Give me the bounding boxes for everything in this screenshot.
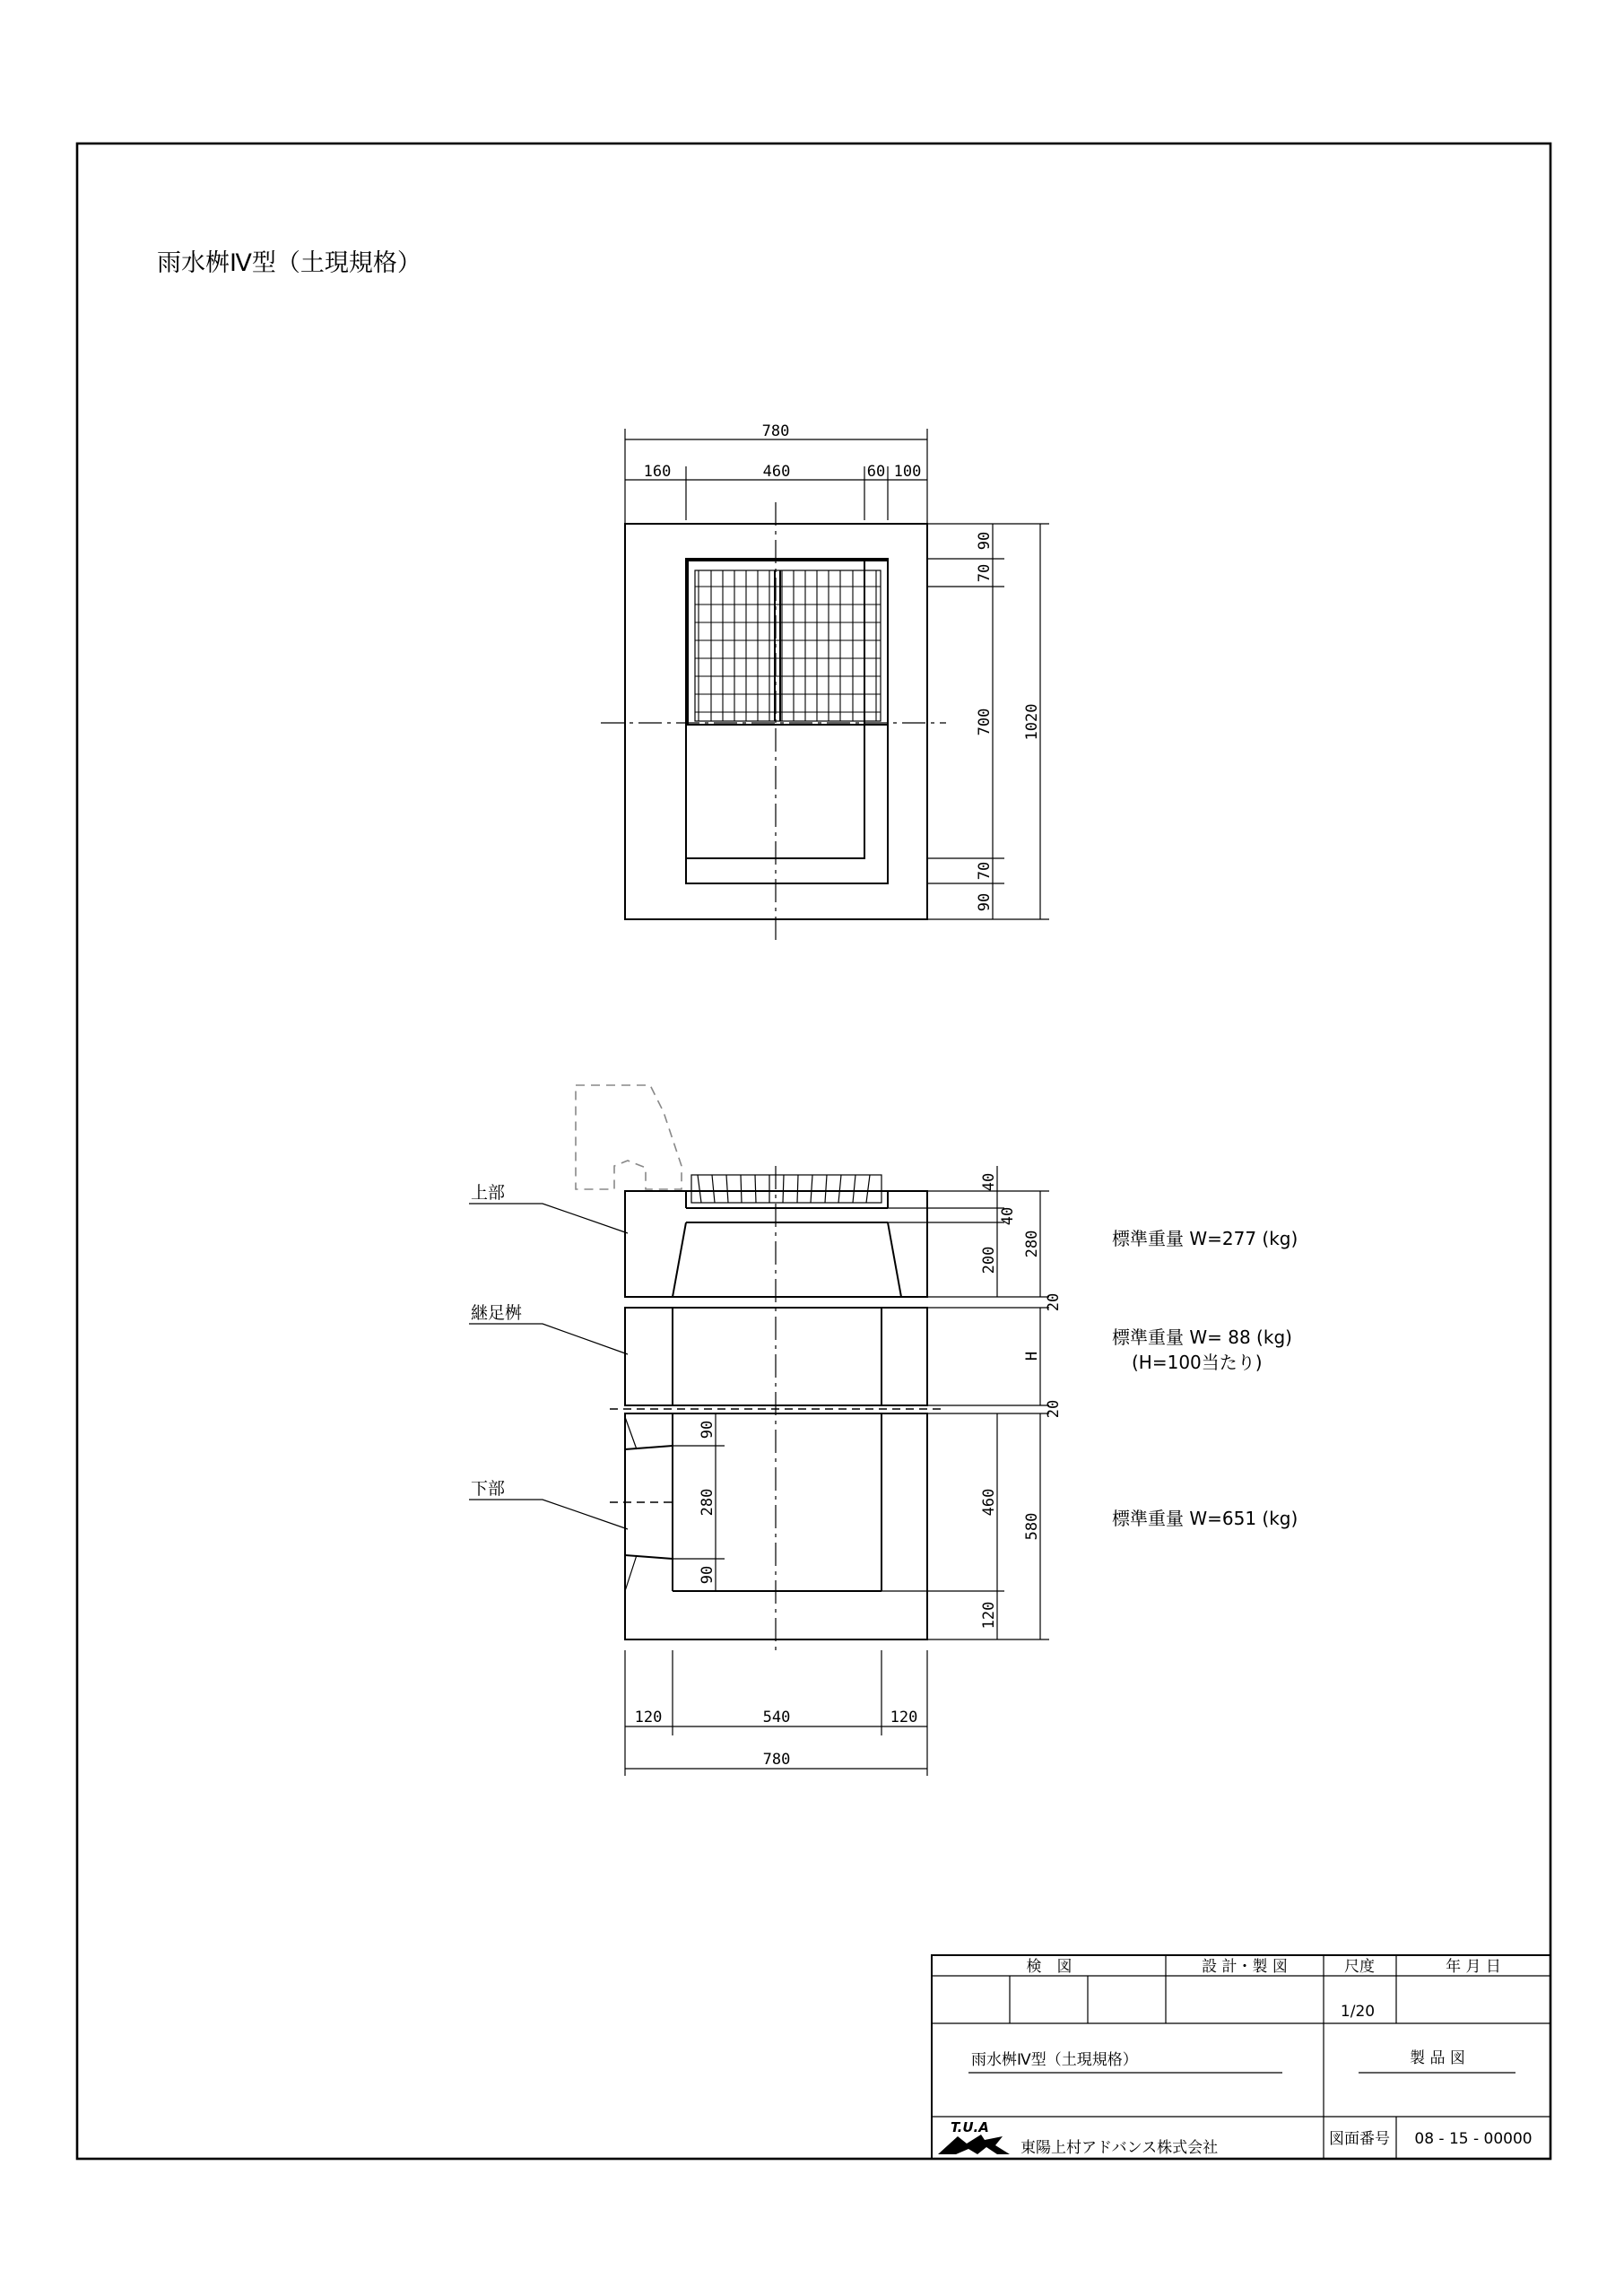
weight-riser-note: (H=100当たり) <box>1132 1352 1263 1373</box>
label-lower: 下部 <box>471 1479 506 1499</box>
dim-sec-280l: 280 <box>699 1488 716 1517</box>
dim-plan-1020: 1020 <box>1023 703 1041 741</box>
dim-sec-20b: 20 <box>1045 1399 1063 1419</box>
dim-plan-460: 460 <box>762 463 791 481</box>
tb-scale-value: 1/20 <box>1340 2003 1376 2021</box>
dim-bot-540: 540 <box>762 1709 791 1726</box>
title-block <box>932 1955 1550 2159</box>
dim-bot-120a: 120 <box>634 1709 663 1726</box>
weight-upper: 標準重量 W=277 (kg) <box>1112 1228 1298 1249</box>
dim-sec-90a: 90 <box>699 1420 716 1439</box>
tb-check-label: 検 図 <box>1026 1958 1073 1976</box>
dim-sec-90b: 90 <box>699 1565 716 1585</box>
plan-view <box>601 422 1049 942</box>
tb-date-label: 年 月 日 <box>1446 1958 1501 1976</box>
weight-lower: 標準重量 W=651 (kg) <box>1112 1508 1298 1529</box>
tb-drawing-name: 雨水桝Ⅳ型（土現規格） <box>971 2051 1138 2069</box>
company-logo <box>938 2119 1010 2154</box>
dim-sec-40b: 40 <box>999 1206 1017 1226</box>
dim-plan-60: 60 <box>866 463 886 481</box>
tb-company: 東陽上村アドバンス株式会社 <box>1020 2139 1219 2157</box>
dim-plan-90b: 90 <box>976 892 994 912</box>
dim-plan-90a: 90 <box>976 531 994 551</box>
dim-plan-780: 780 <box>761 422 790 440</box>
tb-drawing-type: 製 品 図 <box>1410 2049 1465 2067</box>
dim-sec-40a: 40 <box>980 1172 998 1192</box>
dim-plan-70b: 70 <box>976 861 994 881</box>
tb-number-label: 図面番号 <box>1329 2130 1390 2148</box>
section-view <box>469 1085 1298 1776</box>
dim-sec-280u: 280 <box>1023 1230 1041 1258</box>
dim-plan-70a: 70 <box>976 563 994 583</box>
dim-sec-580: 580 <box>1023 1512 1041 1541</box>
dim-bot-780: 780 <box>762 1751 791 1769</box>
sheet-border <box>77 144 1550 2159</box>
dim-sec-200: 200 <box>980 1246 998 1274</box>
tb-design-label: 設 計・製 図 <box>1202 1958 1288 1976</box>
drawing-title: 雨水桝Ⅳ型（土現規格） <box>157 249 421 277</box>
dim-bot-120b: 120 <box>890 1709 918 1726</box>
dim-sec-460: 460 <box>980 1488 998 1517</box>
dim-plan-700: 700 <box>976 708 994 736</box>
tb-scale-label: 尺度 <box>1344 1958 1375 1976</box>
tb-number-value: 08 - 15 - 00000 <box>1414 2130 1533 2148</box>
dim-plan-100: 100 <box>893 463 922 481</box>
logo-text: T.U.A <box>951 2119 989 2135</box>
dim-sec-120v: 120 <box>980 1601 998 1630</box>
weight-riser: 標準重量 W= 88 (kg) <box>1112 1326 1292 1348</box>
dim-sec-h: H <box>1023 1351 1041 1361</box>
dim-plan-160: 160 <box>643 463 672 481</box>
ghost-outline <box>576 1085 682 1189</box>
label-riser: 継足桝 <box>471 1303 523 1323</box>
dim-sec-20a: 20 <box>1045 1292 1063 1312</box>
logo-mark <box>938 2135 1010 2154</box>
grating-plan <box>688 561 888 725</box>
label-upper: 上部 <box>471 1183 506 1203</box>
lower-part <box>610 1413 927 1639</box>
